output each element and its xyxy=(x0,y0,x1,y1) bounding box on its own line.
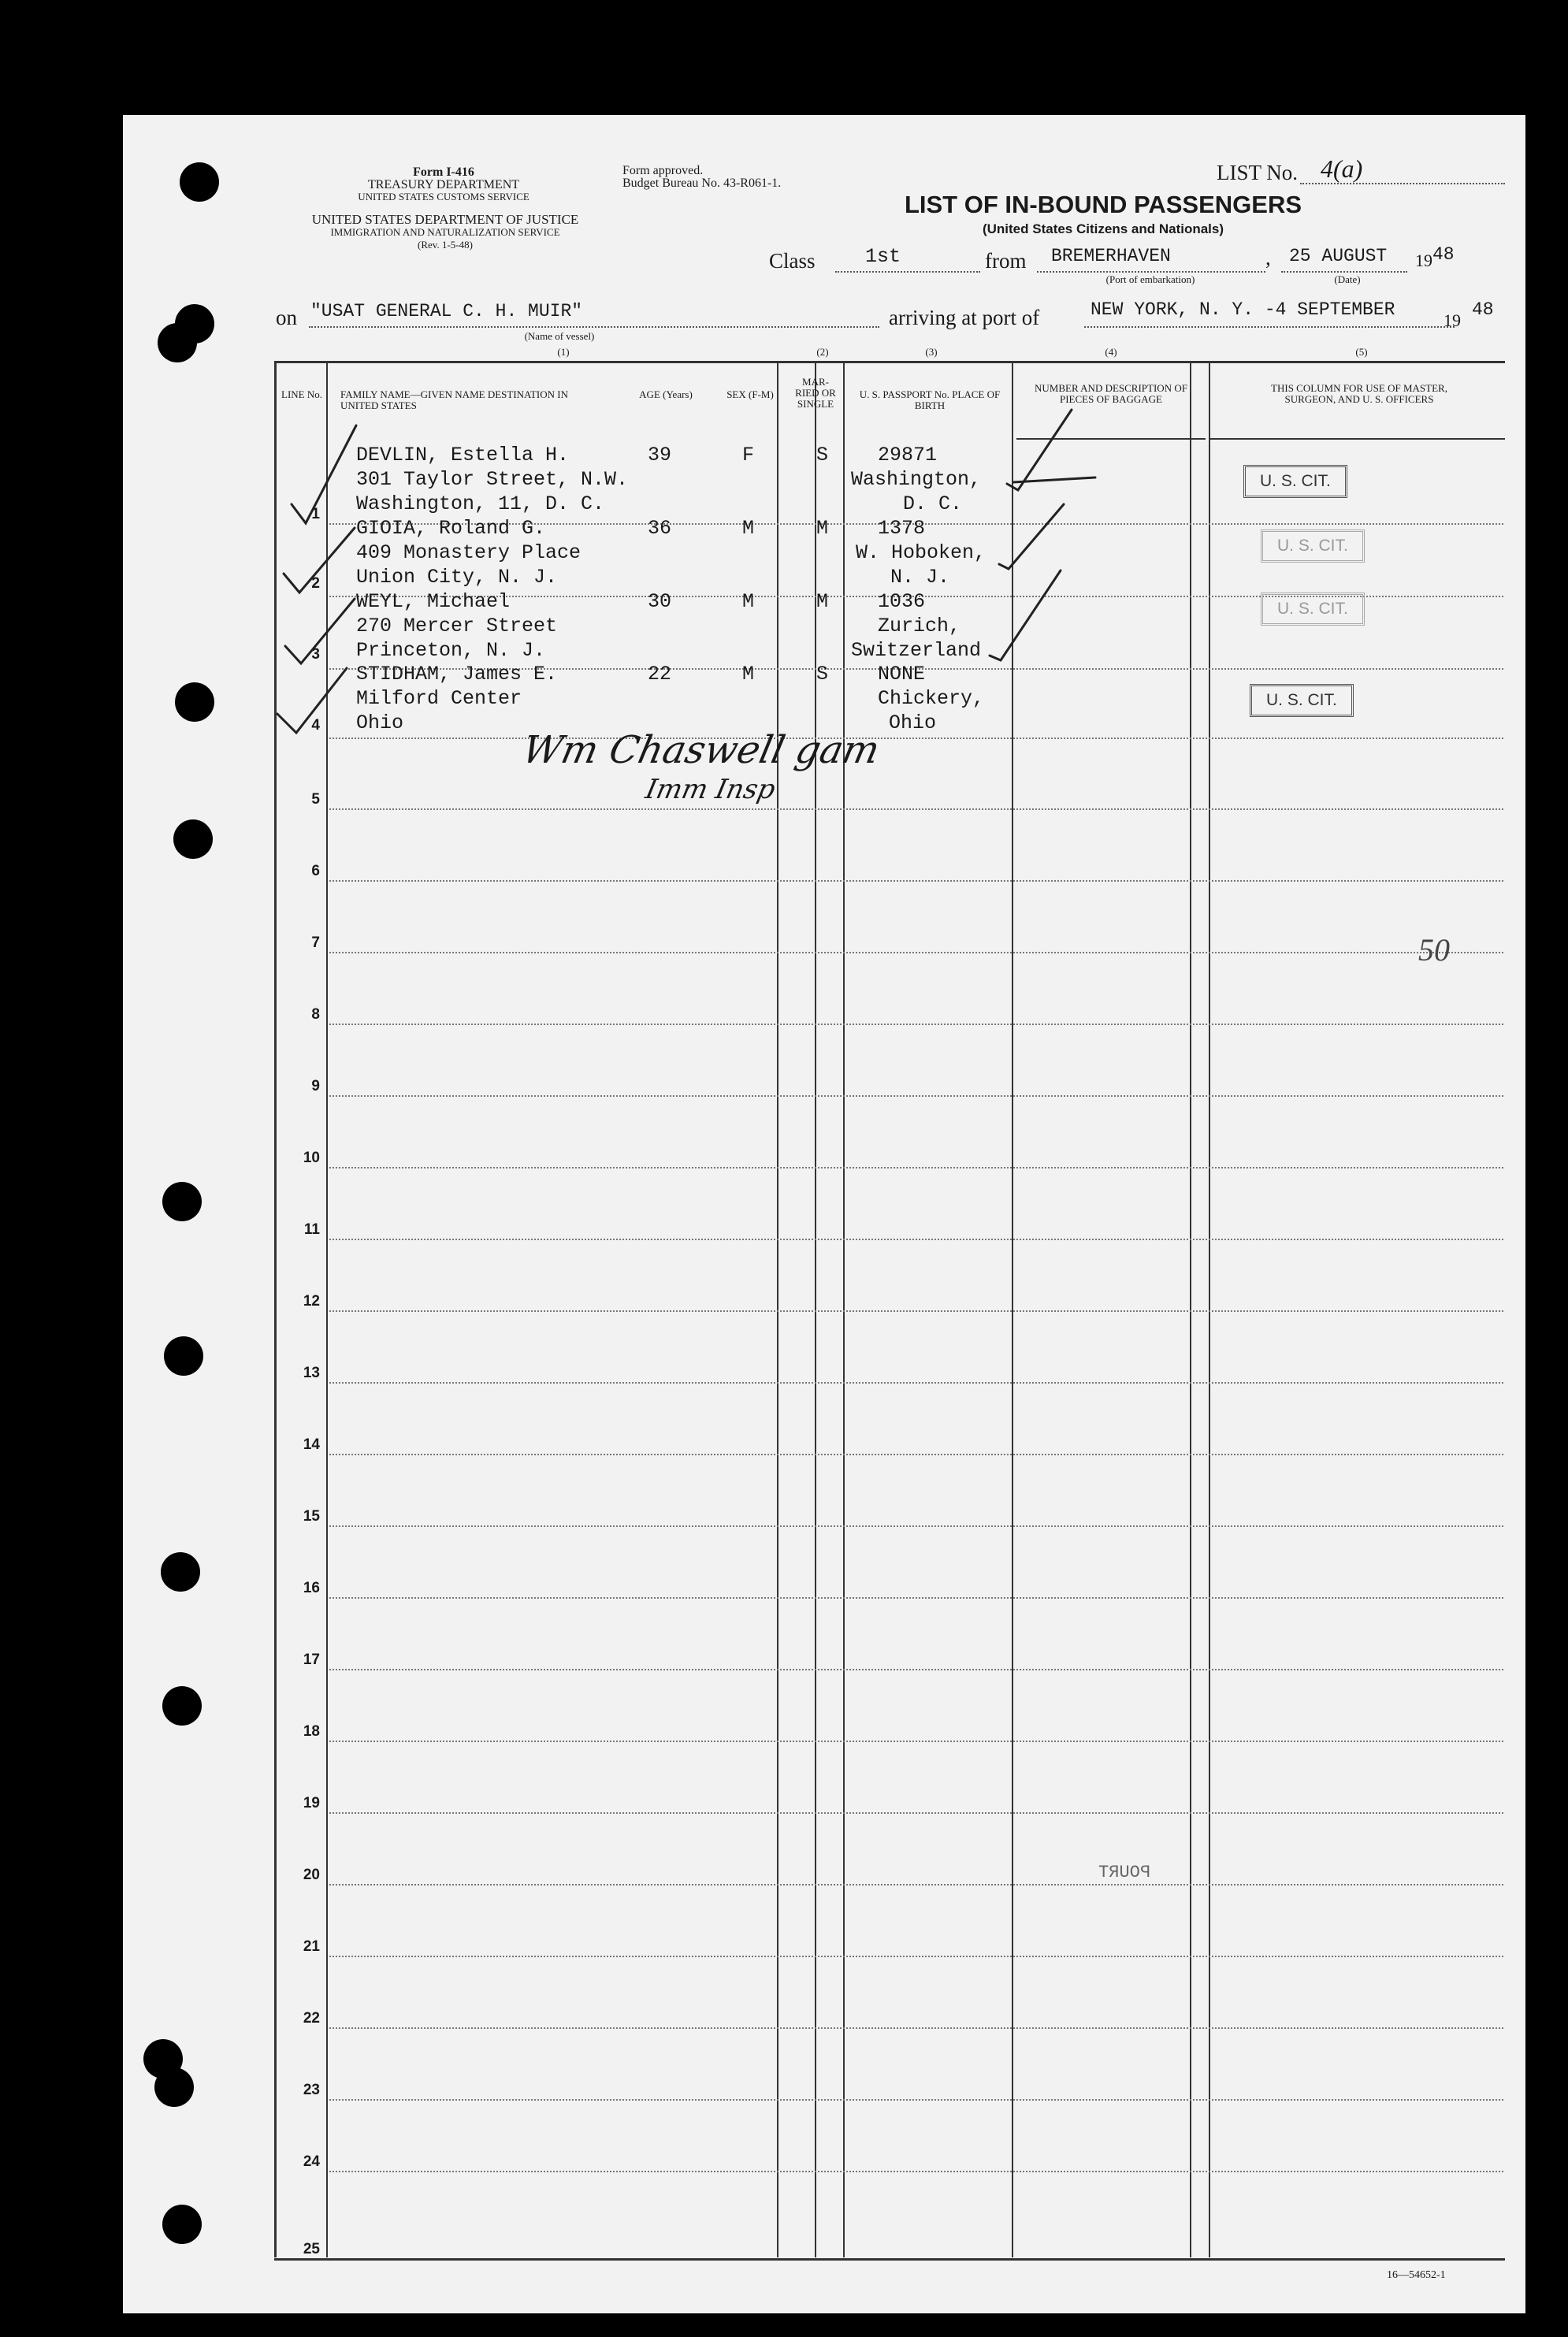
inspector-signature: Wm Chaswell gam xyxy=(518,728,884,772)
year-value: 48 xyxy=(1432,244,1455,265)
hdr-baggage: NUMBER AND DESCRIPTION OF PIECES OF BAGGAGE xyxy=(1035,382,1187,405)
date-comma: , xyxy=(1265,246,1271,269)
hdr-officers: THIS COLUMN FOR USE OF MASTER, SURGEON, AND U. S. OFFICERS xyxy=(1271,382,1447,405)
line-number: 1 xyxy=(311,506,320,522)
line-number: 14 xyxy=(303,1436,320,1453)
birth-place-2: Switzerland xyxy=(851,639,982,662)
passenger-city: Union City, N. J. xyxy=(356,566,558,589)
bleed-through-text: POURT xyxy=(1098,1863,1151,1882)
line-number: 24 xyxy=(303,2153,320,2170)
arrival-year: 48 xyxy=(1472,299,1494,320)
passport-number: 1036 xyxy=(878,590,926,613)
line-number: 23 xyxy=(303,2082,320,2098)
passenger-marital: S xyxy=(816,663,829,685)
birth-place-2: Ohio xyxy=(889,712,937,734)
treasury-dept: TREASURY DEPARTMENT xyxy=(367,178,520,191)
passenger-address: 301 Taylor Street, N.W. xyxy=(356,468,629,491)
check-mark-icon xyxy=(285,599,355,663)
line-number: 6 xyxy=(311,863,320,879)
line-number: 20 xyxy=(303,1867,320,1883)
vessel-caption: (Name of vessel) xyxy=(524,330,595,342)
passenger-city: Princeton, N. J. xyxy=(356,639,546,662)
passenger-sex: M xyxy=(742,590,755,613)
line-number: 21 xyxy=(303,1938,320,1955)
us-cit-stamp: U. S. CIT. xyxy=(1261,593,1365,626)
list-title: LIST OF IN-BOUND PASSENGERS xyxy=(904,191,1302,218)
check-mark-icon xyxy=(292,425,356,523)
us-cit-stamp: U. S. CIT. xyxy=(1261,529,1365,563)
hdr-age: AGE (Years) xyxy=(639,388,693,400)
customs-service: UNITED STATES CUSTOMS SERVICE xyxy=(358,191,529,202)
col-num-5: (5) xyxy=(1355,346,1368,358)
line-number: 12 xyxy=(303,1293,320,1310)
passenger-city: Ohio xyxy=(356,712,404,734)
budget-bureau: Budget Bureau No. 43-R061-1. xyxy=(622,176,782,190)
line-number: 3 xyxy=(311,646,320,663)
ins-service: IMMIGRATION AND NATURALIZATION SERVICE xyxy=(330,226,560,238)
vessel-value: "USAT GENERAL C. H. MUIR" xyxy=(310,301,583,321)
line-number: 17 xyxy=(303,1652,320,1668)
from-value: BREMERHAVEN xyxy=(1051,246,1171,266)
passenger-age: 30 xyxy=(648,590,672,613)
line-number: 4 xyxy=(311,717,320,734)
us-cit-stamp: U. S. CIT. xyxy=(1250,684,1354,717)
list-no-label: LIST No. xyxy=(1217,161,1299,184)
arrival-value: NEW YORK, N. Y. -4 SEPTEMBER xyxy=(1091,299,1395,320)
passenger-name: STIDHAM, James E. xyxy=(356,663,558,685)
line-number: 11 xyxy=(303,1221,320,1238)
line-number: 9 xyxy=(311,1078,320,1094)
check-mark-icon xyxy=(284,528,355,593)
passenger-age: 36 xyxy=(648,517,672,540)
vessel-col: (1) xyxy=(557,346,570,358)
passport-number: NONE xyxy=(878,663,926,685)
birth-place: Chickery, xyxy=(878,687,985,710)
line-number: 10 xyxy=(303,1150,320,1166)
birth-place-2: N. J. xyxy=(890,566,950,589)
passenger-city: Washington, 11, D. C. xyxy=(356,492,605,515)
revision: (Rev. 1-5-48) xyxy=(418,239,473,251)
passenger-marital: M xyxy=(816,517,829,540)
arriving-label: arriving at port of xyxy=(889,306,1040,329)
check-mark-icon xyxy=(277,668,347,733)
passenger-name: GIOIA, Roland G. xyxy=(356,517,546,540)
year-prefix: 19 xyxy=(1415,251,1432,270)
class-label: Class xyxy=(769,249,816,273)
date-value: 25 AUGUST xyxy=(1289,246,1388,266)
baggage-slash-icon xyxy=(990,570,1061,660)
birth-place-2: D. C. xyxy=(903,492,963,515)
on-label: on xyxy=(276,306,297,329)
margin-note: 50 xyxy=(1418,932,1450,968)
hdr-line-no: LINE No. xyxy=(281,388,322,400)
footer-code: 16—54652-1 xyxy=(1387,2269,1446,2281)
hdr-passport: U. S. PASSPORT No. PLACE OF BIRTH xyxy=(859,388,1001,411)
passenger-marital: S xyxy=(816,444,829,466)
passenger-sex: M xyxy=(742,663,755,685)
col-num-2: (2) xyxy=(816,346,829,358)
line-number: 16 xyxy=(303,1580,320,1596)
line-number: 7 xyxy=(311,934,320,951)
birth-place: Zurich, xyxy=(878,615,961,637)
class-value: 1st xyxy=(865,245,901,268)
passenger-address: 270 Mercer Street xyxy=(356,615,558,637)
list-subtitle: (United States Citizens and Nationals) xyxy=(982,221,1224,236)
form-number: Form I-416 xyxy=(413,165,474,179)
inspector-title: Imm Insp xyxy=(642,774,778,805)
passenger-sex: F xyxy=(742,444,755,466)
passenger-address: Milford Center xyxy=(356,687,522,710)
col-num-4: (4) xyxy=(1105,346,1117,358)
justice-dept: UNITED STATES DEPARTMENT OF JUSTICE xyxy=(311,212,579,227)
passenger-address: 409 Monastery Place xyxy=(356,541,581,564)
port-caption: (Port of embarkation) xyxy=(1105,273,1195,285)
line-number: 13 xyxy=(303,1365,320,1381)
line-number: 8 xyxy=(311,1006,320,1023)
line-number: 18 xyxy=(303,1723,320,1740)
passenger-age: 39 xyxy=(648,444,672,466)
birth-place: W. Hoboken, xyxy=(856,541,987,564)
line-number: 19 xyxy=(303,1795,320,1811)
line-number: 2 xyxy=(311,575,320,592)
list-no-value: 4(a) xyxy=(1321,154,1363,183)
passport-number: 29871 xyxy=(878,444,938,466)
us-cit-stamp: U. S. CIT. xyxy=(1243,465,1347,498)
passenger-marital: M xyxy=(816,590,829,613)
date-caption: (Date) xyxy=(1334,273,1361,285)
passport-number: 1378 xyxy=(878,517,926,540)
hdr-married: MAR-RIED OR SINGLE xyxy=(795,376,836,410)
line-number: 15 xyxy=(303,1508,320,1525)
hdr-sex: SEX (F-M) xyxy=(726,388,774,400)
baggage-slash-icon xyxy=(999,504,1064,569)
baggage-slash-icon xyxy=(1007,410,1072,490)
line-number: 25 xyxy=(303,2241,320,2257)
arrival-year-prefix: 19 xyxy=(1444,310,1461,330)
passenger-name: DEVLIN, Estella H. xyxy=(356,444,570,466)
line-number: 5 xyxy=(311,791,320,808)
col-num-3: (3) xyxy=(925,346,938,358)
line-number: 22 xyxy=(303,2010,320,2027)
birth-place: Washington, xyxy=(851,468,982,491)
from-label: from xyxy=(985,249,1027,273)
passenger-age: 22 xyxy=(648,663,672,685)
form-approved: Form approved. xyxy=(622,164,704,177)
hdr-name: FAMILY NAME—GIVEN NAME DESTINATION IN UNITED STATES xyxy=(340,388,569,411)
passenger-name: WEYL, Michael xyxy=(356,590,511,613)
passenger-sex: M xyxy=(742,517,755,540)
